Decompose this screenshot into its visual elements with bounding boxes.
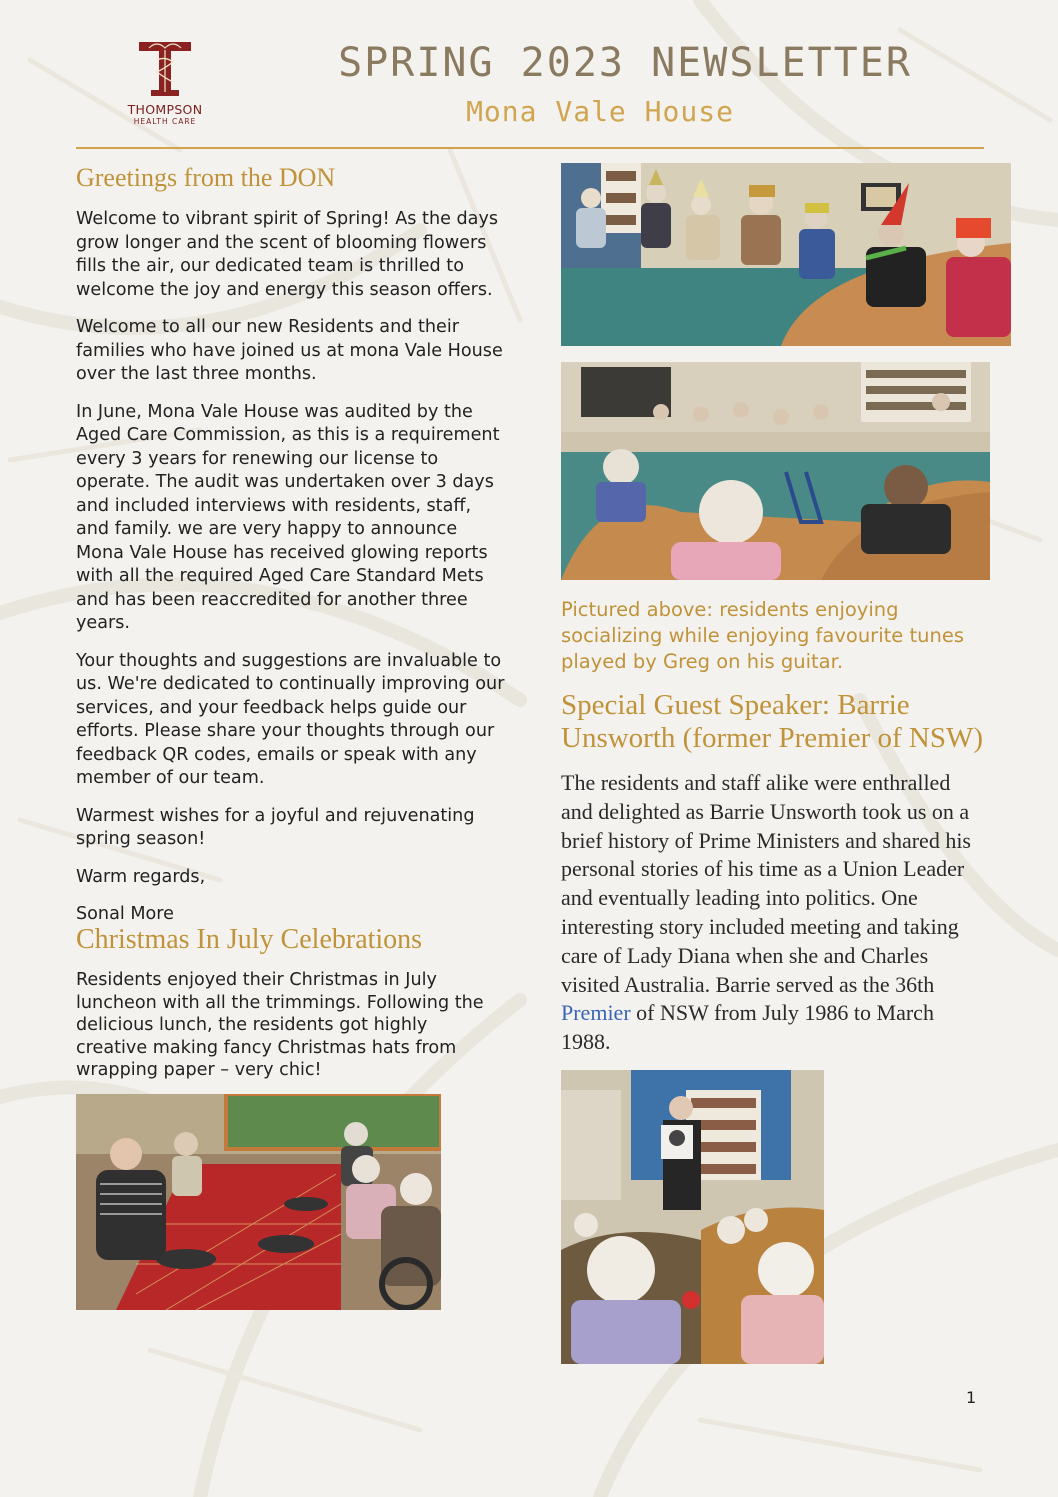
thompson-logo [110, 38, 220, 138]
greetings-heading: Greetings from the DON [76, 163, 336, 192]
party-hats-photo [561, 163, 1011, 346]
guest-speaker-photo [561, 1070, 824, 1364]
greetings-paragraph: Welcome to vibrant spirit of Spring! As the days grow longer and the scent of blooming flowers fills the air, our dedicated team is thrilled to welcome the joy and energy this season offers. [76, 209, 499, 300]
premier-link[interactable]: Premier [561, 1000, 631, 1026]
greetings-body [76, 208, 506, 941]
logo-brand-text: THOMPSON [127, 102, 203, 117]
christmas-lunch-photo [76, 1094, 441, 1310]
speaker-body [561, 769, 981, 1057]
greetings-paragraph: Your thoughts and suggestions are invaluable to us. We're dedicated to continually improving our services, and your feedback helps guide our efforts. Please share your thoughts through our feedback QR codes, emails or speak with any member of our team. [76, 650, 505, 788]
guitar-music-photo [561, 362, 990, 580]
photo-caption: Pictured above: residents enjoying socializing while enjoying favourite tunes played by Greg on his guitar. [561, 598, 964, 673]
speaker-text-end: of NSW from July 1986 to March 1988. [561, 1000, 934, 1055]
newsletter-title: SPRING 2023 NEWSLETTER [338, 40, 912, 86]
page-number: 1 [966, 1388, 977, 1407]
greetings-signature: Sonal More [76, 904, 174, 924]
logo-sub-text: HEALTH CARE [133, 117, 197, 126]
greetings-paragraph: Warmest wishes for a joyful and rejuvenating spring season! [76, 805, 475, 849]
newsletter-subtitle: Mona Vale House [466, 95, 734, 128]
greetings-signoff: Warm regards, [76, 866, 206, 887]
speaker-text: The residents and staff alike were enthralled and delighted as Barrie Unsworth took us on a brief history of Prime Ministers and shared his personal stories of his time as a Union Leader and eventually leading into politics. One interesting story included meeting and taking care of Lady Diana when she and Charles visited Australia. Barrie served as the 36th [561, 770, 971, 997]
greetings-paragraph: In June, Mona Vale House was audited by the Aged Care Commission, as this is a requirement every 3 years for renewing our license to operate. The audit was undertaken over 3 days and included interviews with residents, staff, and family. we are very happy to announce Mona Vale House has received glowing reports with all the required Aged Care Standard Mets and has been reaccredited for another three years. [76, 401, 500, 633]
speaker-heading: Special Guest Speaker: Barrie Unsworth (former Premier of NSW) [561, 689, 984, 754]
logo-t-mark-icon [135, 38, 195, 100]
header-divider [76, 147, 984, 149]
greetings-paragraph: Welcome to all our new Residents and their families who have joined us at mona Vale House over the last three months. [76, 317, 503, 384]
christmas-heading: Christmas In July Celebrations [76, 924, 423, 955]
christmas-body: Residents enjoyed their Christmas in July luncheon with all the trimmings. Following the delicious lunch, the residents got highly creative making fancy Christmas hats from wrapping paper – very chic! [76, 970, 484, 1080]
